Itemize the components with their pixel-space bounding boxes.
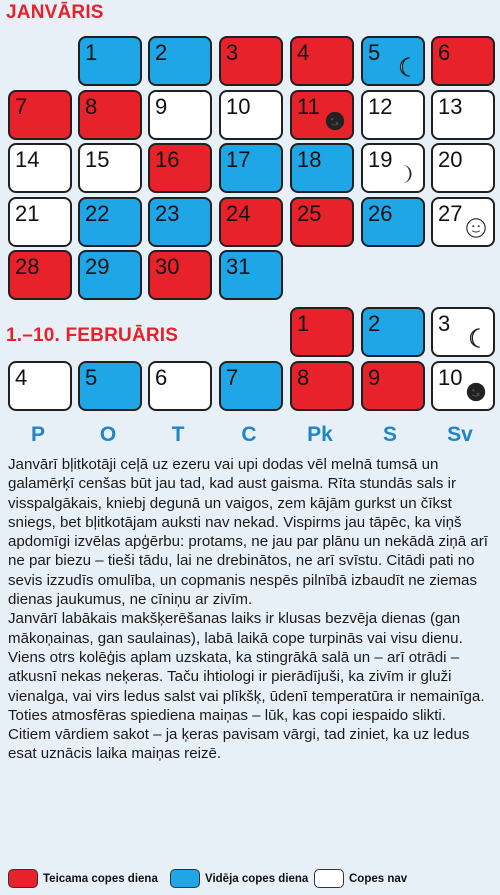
day-number: 8 [297, 365, 310, 390]
legend-label: Teicama copes diena [43, 872, 158, 885]
day-cell [148, 36, 212, 86]
legend-item-blue [170, 869, 308, 888]
day-cell [219, 36, 283, 86]
day-number: 6 [438, 40, 451, 65]
day-cell [78, 361, 142, 411]
waxing-crescent-icon [395, 56, 417, 78]
day-number: 7 [15, 93, 28, 119]
day-number: 4 [297, 40, 310, 65]
day-cell [8, 143, 72, 193]
day-cell [431, 143, 495, 193]
day-cell [290, 197, 354, 247]
day-cell [78, 36, 142, 86]
day-cell [361, 90, 425, 140]
weekday-label: Pk [307, 423, 333, 446]
day-number: 28 [15, 254, 40, 279]
day-cell [78, 143, 142, 193]
day-cell [148, 90, 212, 140]
weekday-label: S [382, 423, 397, 446]
day-number: 6 [155, 365, 168, 390]
day-cell [219, 361, 283, 411]
day-cell [78, 250, 142, 300]
day-cell [431, 197, 495, 247]
day-number: 2 [155, 40, 168, 65]
full-moon-icon [465, 217, 487, 239]
day-number: 5 [85, 365, 98, 390]
day-cell [148, 361, 212, 411]
day-cell [431, 90, 495, 140]
day-cell [148, 197, 212, 247]
weekday-label: Sv [447, 423, 473, 446]
weekday-header [0, 423, 500, 451]
day-cell [290, 143, 354, 193]
day-number: 9 [155, 93, 168, 119]
day-number: 3 [226, 40, 239, 65]
february-title: 1.–10. FEBRUĀRIS [6, 325, 179, 346]
day-cell [361, 307, 425, 357]
day-number: 22 [85, 200, 110, 226]
day-number: 10 [438, 365, 463, 390]
day-number: 23 [155, 200, 180, 226]
day-number: 11 [297, 93, 320, 119]
january-title: JANVĀRIS [6, 2, 104, 23]
weekday-label: C [241, 423, 257, 446]
day-cell [219, 143, 283, 193]
day-number: 24 [226, 200, 251, 226]
day-cell [8, 90, 72, 140]
day-number: 10 [226, 93, 251, 119]
article-text [8, 455, 492, 764]
day-cell [148, 143, 212, 193]
day-cell [219, 197, 283, 247]
paragraph: Janvārī bļitkotāji ceļā uz ezeru vai upi dodas vēl melnā tumsā un galamērķī cenšas būt jau tad, kad aust gaisma. Rīta stundās sals ir visspalgākais, kniebj degunā un vaigos, zem kājām gurkst un čīkst sniegs, bet bļitkotājam auksti nav nekad. Vispirms jau tāpēc, ka viņš apdomīgi izvēlas apģērbu: protams, ne jau par plānu un nekādā ziņā arī ne par biezu – tieši tādu, lai ne drebinātos, ne arī svīstu. Citādi pati no sevis izzudīs omulība, un copmanis nespēs pilnībā izbaudīt ne ziemas dienas jaukumus, ne cīniņu ar zivīm. [8, 456, 488, 609]
day-cell [148, 250, 212, 300]
day-number: 21 [15, 200, 40, 226]
day-cell [361, 36, 425, 86]
blue-swatch [170, 869, 200, 888]
weekday-label: O [99, 423, 117, 446]
legend [0, 867, 500, 891]
day-number: 9 [368, 365, 381, 390]
day-number: 1 [297, 311, 310, 336]
day-cell [219, 250, 283, 300]
white-swatch [314, 869, 344, 888]
day-number: 12 [368, 93, 393, 119]
last-quarter-icon [465, 327, 487, 349]
day-cell [8, 250, 72, 300]
day-number: 15 [85, 147, 110, 172]
day-number: 2 [368, 311, 381, 336]
legend-item-red [8, 869, 158, 888]
day-number: 19 [368, 147, 393, 172]
day-cell [361, 361, 425, 411]
day-number: 18 [297, 147, 322, 172]
day-number: 31 [226, 254, 251, 279]
new-moon-icon [324, 110, 346, 132]
first-quarter-icon [395, 163, 417, 185]
day-number: 16 [155, 147, 180, 172]
day-number: 30 [155, 254, 180, 279]
weekday-label: P [30, 423, 45, 446]
day-number: 13 [438, 93, 463, 119]
new-moon-icon [465, 381, 487, 403]
day-number: 1 [85, 40, 98, 65]
day-number: 14 [15, 147, 40, 172]
day-number: 3 [438, 311, 451, 336]
day-cell [78, 90, 142, 140]
day-number: 4 [15, 365, 28, 390]
day-number: 29 [85, 254, 110, 279]
day-cell [361, 197, 425, 247]
day-cell [361, 143, 425, 193]
day-cell [431, 361, 495, 411]
day-cell [290, 361, 354, 411]
paragraph: Janvārī labākais makšķerēšanas laiks ir klusas bezvēja dienas (gan mākoņainas, gan saulainas), labā laikā cope turpinās vai visu dienu. Viens otrs kolēģis aplam uzskata, ka stingrākā salā un – arī otrādi – atkusnī nekas neķeras. Taču ihtiologi ir pierādījuši, ka zivīm ir gluži vienalga, vai virs ledus salst vai plīkšķ, ūdenī temperatūra ir nemainīga. Toties atmosfēras spiediena maiņas – lūk, kas copi iespaido slikti. Citiem vārdiem sakot – ja ķeras pavisam vārgi, tad ziniet, ka uz ledus esat uznācis laika maiņas reizē. [8, 610, 485, 763]
weekday-label: T [171, 423, 185, 446]
day-cell [219, 90, 283, 140]
day-number: 7 [226, 365, 239, 390]
day-cell [78, 197, 142, 247]
day-cell [290, 90, 354, 140]
day-number: 8 [85, 93, 98, 119]
day-cell [8, 361, 72, 411]
day-number: 27 [438, 200, 463, 226]
legend-item-white [314, 869, 407, 888]
day-cell [290, 307, 354, 357]
day-number: 20 [438, 147, 463, 172]
legend-label: Copes nav [349, 872, 408, 885]
red-swatch [8, 869, 38, 888]
legend-label: Vidēja copes diena [205, 872, 309, 885]
day-number: 25 [297, 200, 322, 226]
day-cell [8, 197, 72, 247]
day-number: 5 [368, 40, 381, 65]
day-cell [431, 36, 495, 86]
day-number: 26 [368, 200, 393, 226]
day-number: 17 [226, 147, 251, 172]
day-cell [290, 36, 354, 86]
day-cell [431, 307, 495, 357]
